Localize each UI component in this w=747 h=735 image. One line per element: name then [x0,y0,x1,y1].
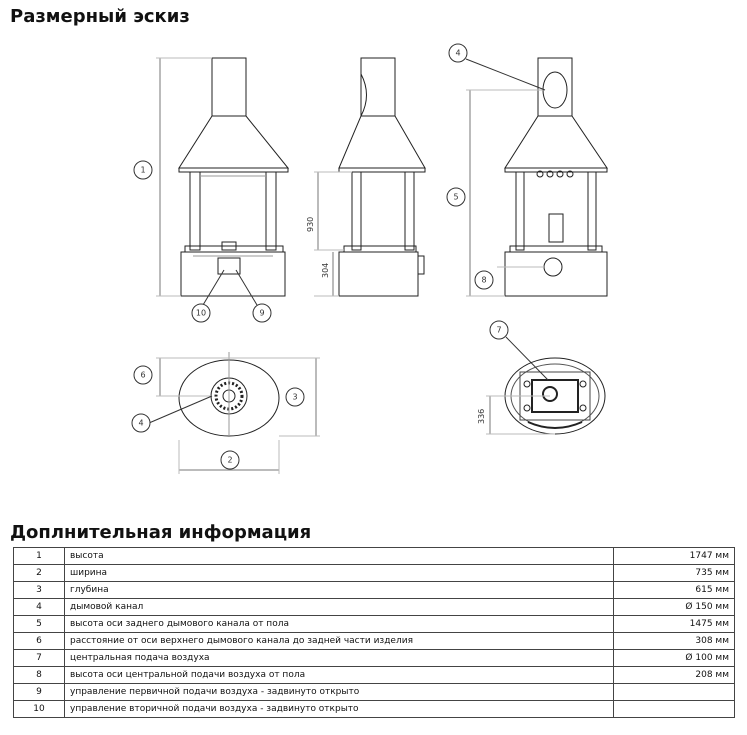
callout-4-top: 4 [138,418,144,428]
table-row [14,650,735,667]
callouts [132,44,508,469]
row-number: 4 [14,599,65,616]
info-table [13,547,735,718]
side-view [314,58,425,296]
row-value [614,684,735,701]
row-value: 1747 мм [614,548,735,565]
table-row [14,565,735,582]
callout-6: 6 [140,370,146,380]
row-number: 9 [14,684,65,701]
table-row [14,599,735,616]
callout-3: 3 [292,392,298,402]
row-label: центральная подача воздуха [65,650,614,667]
row-value: 1475 мм [614,616,735,633]
front-view [156,58,288,296]
row-number: 10 [14,701,65,718]
table-row [14,667,735,684]
row-number: 6 [14,633,65,650]
callout-4-back: 4 [455,48,461,58]
dimension-930: 930 [306,216,315,232]
row-label: расстояние от оси верхнего дымового канала до задней части изделия [65,633,614,650]
dimension-304: 304 [321,262,330,278]
row-value: 615 мм [614,582,735,599]
row-value: 308 мм [614,633,735,650]
row-label: высота оси центральной подачи воздуха от пола [65,667,614,684]
callout-9: 9 [259,308,265,318]
dimension-336: 336 [477,408,486,424]
row-number: 1 [14,548,65,565]
row-label: ширина [65,565,614,582]
row-value: 735 мм [614,565,735,582]
row-label: высота оси заднего дымового канала от пола [65,616,614,633]
row-label: дымовой канал [65,599,614,616]
row-value: 208 мм [614,667,735,684]
row-number: 8 [14,667,65,684]
leader-lines [149,59,548,423]
row-label: управление вторичной подачи воздуха - задвинуто открыто [65,701,614,718]
callout-10: 10 [195,308,207,318]
callout-5: 5 [453,192,459,202]
row-value [614,701,735,718]
row-value: Ø 100 мм [614,650,735,667]
back-view [466,58,607,296]
row-label: глубина [65,582,614,599]
callout-2: 2 [227,455,233,465]
callout-7: 7 [496,325,502,335]
table-row [14,616,735,633]
row-value: Ø 150 мм [614,599,735,616]
callout-8: 8 [481,275,487,285]
table-row [14,701,735,718]
table-row [14,633,735,650]
row-label: управление первичной подачи воздуха - задвинуто открыто [65,684,614,701]
info-heading: Доплнительная информация [10,522,312,543]
table-row [14,582,735,599]
row-label: высота [65,548,614,565]
row-number: 3 [14,582,65,599]
sketch-heading: Размерный эскиз [10,6,190,27]
row-number: 5 [14,616,65,633]
table-row [14,548,735,565]
row-number: 7 [14,650,65,667]
bottom-view [486,358,605,434]
row-number: 2 [14,565,65,582]
callout-1: 1 [140,165,146,175]
table-row [14,684,735,701]
dimension-sketch [0,30,747,500]
